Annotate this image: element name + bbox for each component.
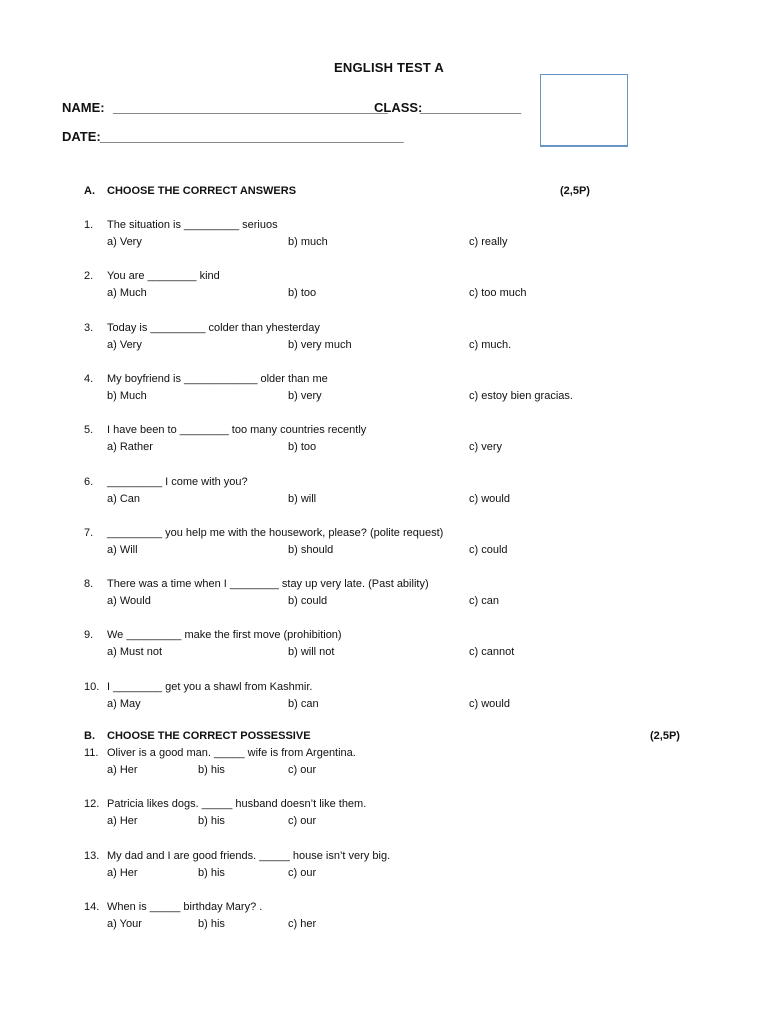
question-text: Today is _________ colder than yhesterday: [107, 321, 320, 334]
section-b-title: CHOOSE THE CORRECT POSSESSIVE: [107, 730, 311, 742]
answer-option-b[interactable]: b) his: [198, 867, 225, 879]
section-b-points: (2,5P): [650, 730, 680, 742]
question-text: Oliver is a good man. _____ wife is from Argentina.: [107, 747, 356, 759]
answer-option-b[interactable]: b) can: [288, 697, 319, 710]
answer-option-c[interactable]: c) too much: [469, 287, 527, 300]
question-number: 6.: [84, 475, 94, 488]
answer-option-c[interactable]: c) very: [469, 441, 502, 454]
answer-option-c[interactable]: c) cannot: [469, 646, 515, 659]
answer-option-b[interactable]: b) too: [288, 287, 317, 300]
question-text: My boyfriend is ____________ older than me: [107, 372, 328, 385]
answer-option-c[interactable]: c) would: [469, 492, 510, 505]
question-number: 9.: [84, 629, 94, 642]
date-blank[interactable]: __________________________________________: [100, 129, 404, 144]
section-b-letter: B.: [84, 730, 95, 742]
answer-option-b[interactable]: b) will: [288, 492, 317, 505]
question-text: We _________ make the first move (prohibition): [107, 629, 342, 642]
answer-option-c[interactable]: c) her: [288, 918, 317, 930]
question-number: 3.: [84, 321, 94, 334]
answer-option-c[interactable]: c) can: [469, 595, 499, 608]
question-text: _________ you help me with the housework, please? (polite request): [107, 526, 444, 539]
answer-option-a[interactable]: a) Very: [107, 338, 142, 351]
answer-option-a[interactable]: a) Must not: [107, 646, 163, 659]
question-text: There was a time when I ________ stay up very late. (Past ability): [107, 578, 429, 591]
date-label: DATE:: [62, 129, 101, 144]
class-label: CLASS:: [374, 100, 423, 115]
question-number: 5.: [84, 424, 94, 437]
question-text: The situation is _________ seriuos: [107, 219, 278, 231]
answer-option-c[interactable]: c) would: [469, 697, 510, 710]
answer-option-a[interactable]: a) Rather: [107, 441, 153, 454]
answer-option-a[interactable]: a) Much: [107, 287, 147, 300]
answer-option-b[interactable]: b) much: [288, 236, 328, 248]
name-label: NAME:: [62, 100, 105, 115]
answer-option-c[interactable]: c) could: [469, 543, 508, 556]
answer-option-a[interactable]: a) Can: [107, 492, 141, 505]
question-text: _________ I come with you?: [107, 475, 248, 488]
question-number: 13.: [84, 850, 100, 862]
question-number: 7.: [84, 526, 94, 539]
class-blank[interactable]: ______________: [420, 100, 522, 115]
name-blank[interactable]: ______________________________________: [113, 100, 388, 115]
answer-option-b[interactable]: b) his: [198, 764, 225, 776]
answer-option-b[interactable]: b) very: [288, 389, 322, 402]
answer-option-b[interactable]: b) could: [288, 595, 328, 608]
question-number: 14.: [84, 901, 100, 913]
question-number: 4.: [84, 372, 94, 385]
answer-option-a[interactable]: a) Would: [107, 595, 151, 608]
question-text: Patricia likes dogs. _____ husband doesn’t like them.: [107, 798, 367, 810]
question-number: 1.: [84, 219, 94, 231]
answer-option-a[interactable]: a) Your: [107, 918, 142, 930]
answer-option-a[interactable]: a) Her: [107, 764, 138, 776]
answer-option-a[interactable]: a) Her: [107, 867, 138, 879]
answer-option-b[interactable]: b) his: [198, 918, 225, 930]
section-a-title: CHOOSE THE CORRECT ANSWERS: [107, 185, 297, 197]
answer-option-b[interactable]: b) his: [198, 815, 225, 827]
answer-option-b[interactable]: b) will not: [288, 646, 335, 659]
answer-option-c[interactable]: c) our: [288, 867, 317, 879]
answer-option-c[interactable]: c) estoy bien gracias.: [469, 389, 573, 402]
answer-option-a[interactable]: b) Much: [107, 389, 147, 402]
question-number: 11.: [84, 747, 99, 759]
question-number: 2.: [84, 270, 94, 283]
question-number: 8.: [84, 578, 94, 591]
answer-option-a[interactable]: a) May: [107, 697, 141, 710]
section-a-points: (2,5P): [560, 185, 590, 197]
photo-box: [540, 74, 628, 147]
question-text: My dad and I are good friends. _____ house isn’t very big.: [107, 850, 391, 862]
answer-option-b[interactable]: b) too: [288, 441, 317, 454]
page-title: ENGLISH TEST A: [334, 60, 444, 75]
question-text: When is _____ birthday Mary? .: [107, 901, 263, 913]
answer-option-c[interactable]: c) our: [288, 815, 317, 827]
question-number: 10.: [84, 680, 100, 693]
answer-option-c[interactable]: c) much.: [469, 338, 512, 351]
question-number: 12.: [84, 798, 100, 810]
question-text: You are ________ kind: [107, 270, 220, 283]
answer-option-b[interactable]: b) should: [288, 543, 334, 556]
answer-option-c[interactable]: c) really: [469, 236, 508, 248]
question-text: I have been to ________ too many countries recently: [107, 424, 367, 437]
answer-option-c[interactable]: c) our: [288, 764, 317, 776]
answer-option-a[interactable]: a) Very: [107, 236, 142, 248]
answer-option-b[interactable]: b) very much: [288, 338, 352, 351]
answer-option-a[interactable]: a) Her: [107, 815, 138, 827]
question-text: I ________ get you a shawl from Kashmir.: [107, 680, 313, 693]
answer-option-a[interactable]: a) Will: [107, 543, 138, 556]
section-a-letter: A.: [84, 185, 95, 197]
